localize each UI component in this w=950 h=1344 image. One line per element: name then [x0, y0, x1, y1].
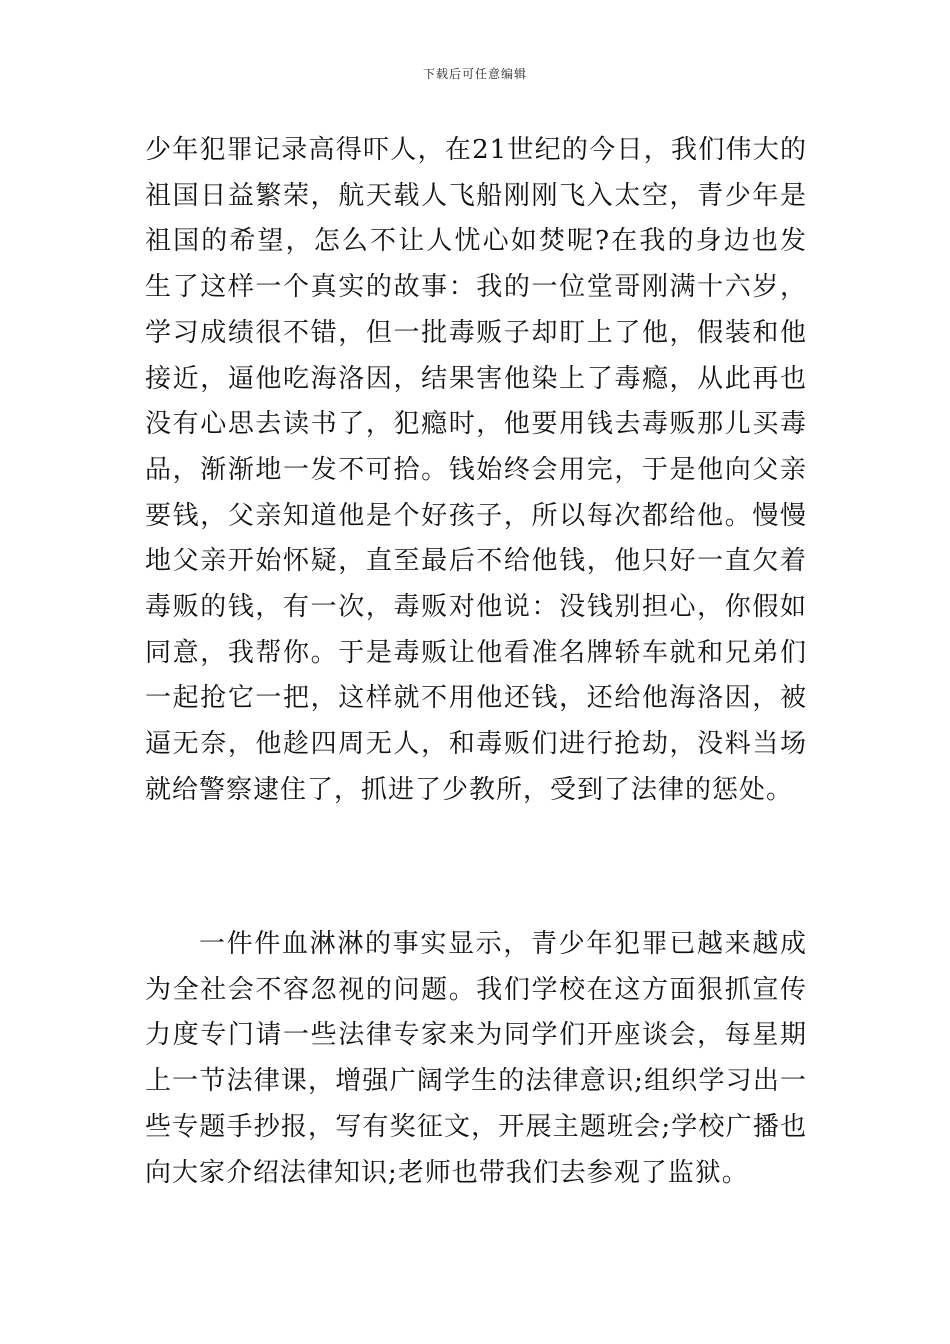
- body-paragraph-2: 一件件血淋淋的事实显示，青少年犯罪已越来越成为全社会不容忽视的问题。我们学校在这方面狠抓宣传力度专门请一些法律专家来为同学们开座谈会，每星期上一节法律课，增强广阔学生的法律意识;组织学习出一些专题手抄报，写有奖征文，开展主题班会;学校广播也向大家介绍法律知识;老师也带我们去参观了监狱。: [145, 929, 807, 1188]
- page-header: 下载后可任意编辑: [422, 67, 527, 81]
- body-paragraph-1: 少年犯罪记录高得吓人，在21世纪的今日，我们伟大的祖国日益繁荣，航天载人飞船刚刚飞入太空，青少年是祖国的希望，怎么不让人忧心如焚呢?在我的身边也发生了这样一个真实的故事：我的一位堂哥刚满十六岁，学习成绩很不错，但一批毒贩子却盯上了他，假装和他接近，逼他吃海洛因，结果害他染上了毒瘾，从此再也没有心思去读书了，犯瘾时，他要用钱去毒贩那儿买毒品，渐渐地一发不可拾。钱始终会用完，于是他向父亲要钱，父亲知道他是个好孩子，所以每次都给他。慢慢地父亲开始怀疑，直至最后不给他钱，他只好一直欠着毒贩的钱，有一次，毒贩对他说：没钱别担心，你假如同意，我帮你。于是毒贩让他看准名牌轿车就和兄弟们一起抢它一把，这样就不用他还钱，还给他海洛因，被逼无奈，他趁四周无人，和毒贩们进行抢劫，没料当场就给警察逮住了，抓进了少教所，受到了法律的惩处。: [145, 135, 807, 805]
